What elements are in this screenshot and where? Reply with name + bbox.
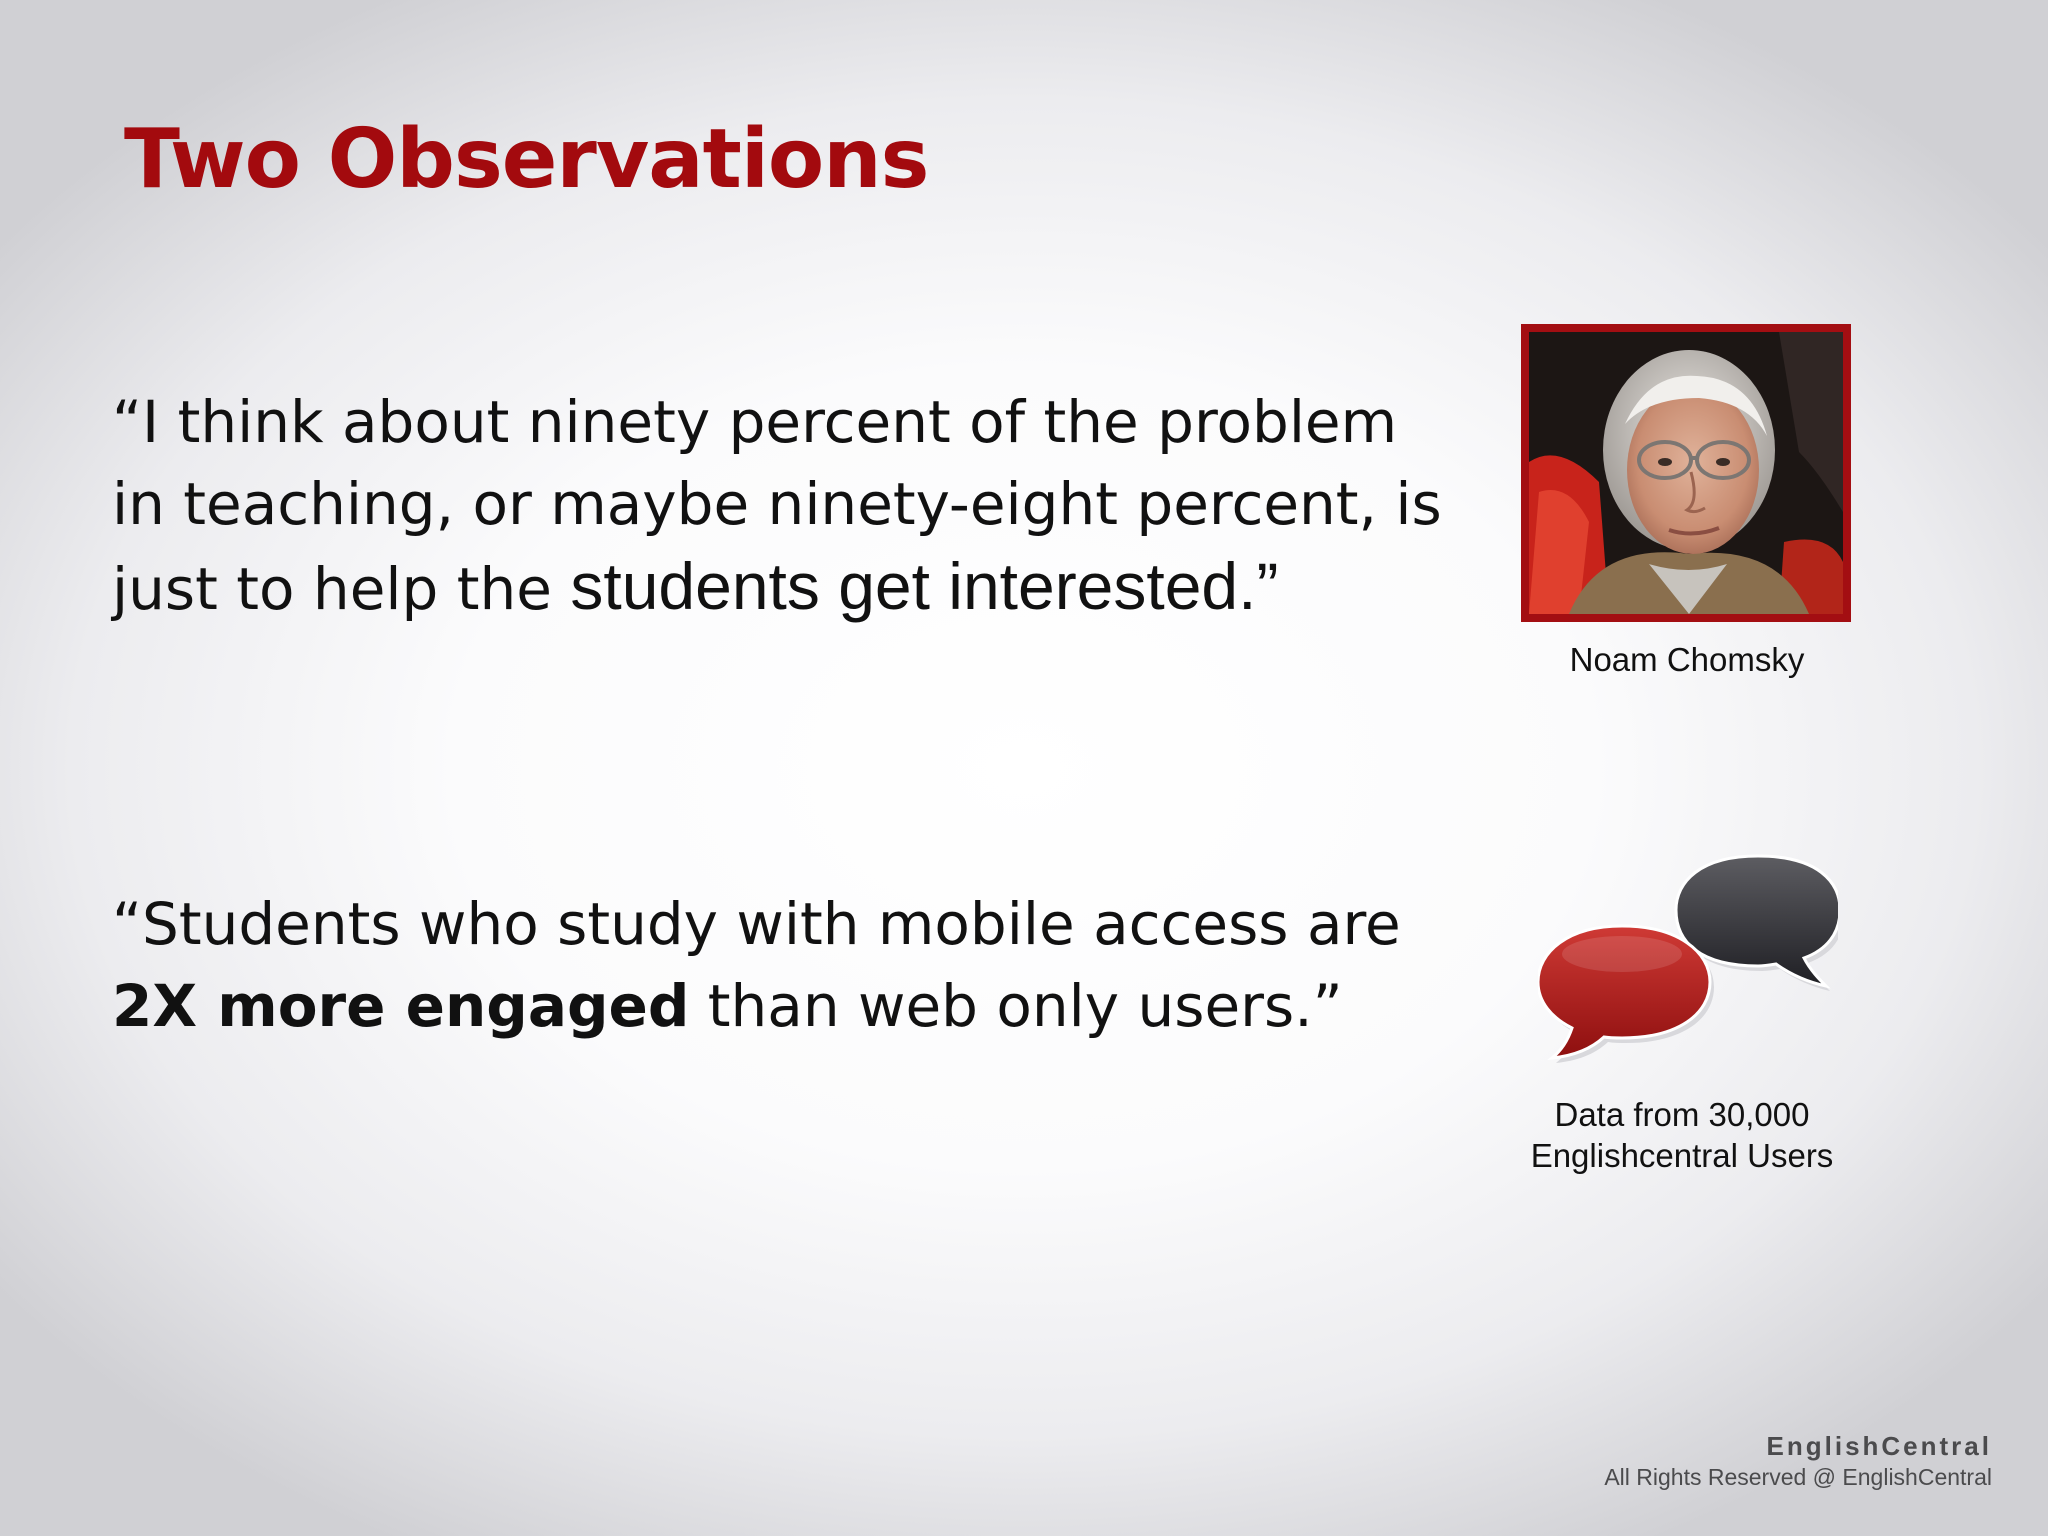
footer bbox=[1604, 1430, 1992, 1492]
portrait-illustration bbox=[1529, 332, 1843, 614]
slide-title: Two Observations bbox=[124, 112, 929, 207]
footer-rights: All Rights Reserved @ EnglishCentral bbox=[1604, 1464, 1992, 1490]
engagement-quote-text: “Students who study with mobile access are bbox=[112, 890, 1401, 958]
speech-bubbles-icon bbox=[1538, 846, 1838, 1066]
footer-brand: EnglishCentral bbox=[1766, 1431, 1992, 1461]
data-caption-line-1: Data from 30,000 bbox=[1554, 1096, 1810, 1133]
portrait-caption: Noam Chomsky bbox=[1569, 641, 1805, 678]
engagement-quote bbox=[112, 883, 1442, 1047]
chomsky-quote-text-end: students get interested.” bbox=[570, 549, 1279, 623]
data-caption bbox=[1480, 1094, 1884, 1176]
data-caption-line-2: Englishcentral Users bbox=[1530, 1137, 1834, 1174]
portrait-photo bbox=[1521, 324, 1851, 622]
engagement-quote-text-end: than web only users.” bbox=[689, 972, 1343, 1040]
engagement-quote-emphasis: 2X more engaged bbox=[112, 972, 690, 1040]
chomsky-quote-text: “I think about ninety percent of the problem in teaching, or maybe ninety-eight percent, is just to help the bbox=[112, 388, 1442, 623]
chomsky-quote bbox=[112, 381, 1442, 630]
